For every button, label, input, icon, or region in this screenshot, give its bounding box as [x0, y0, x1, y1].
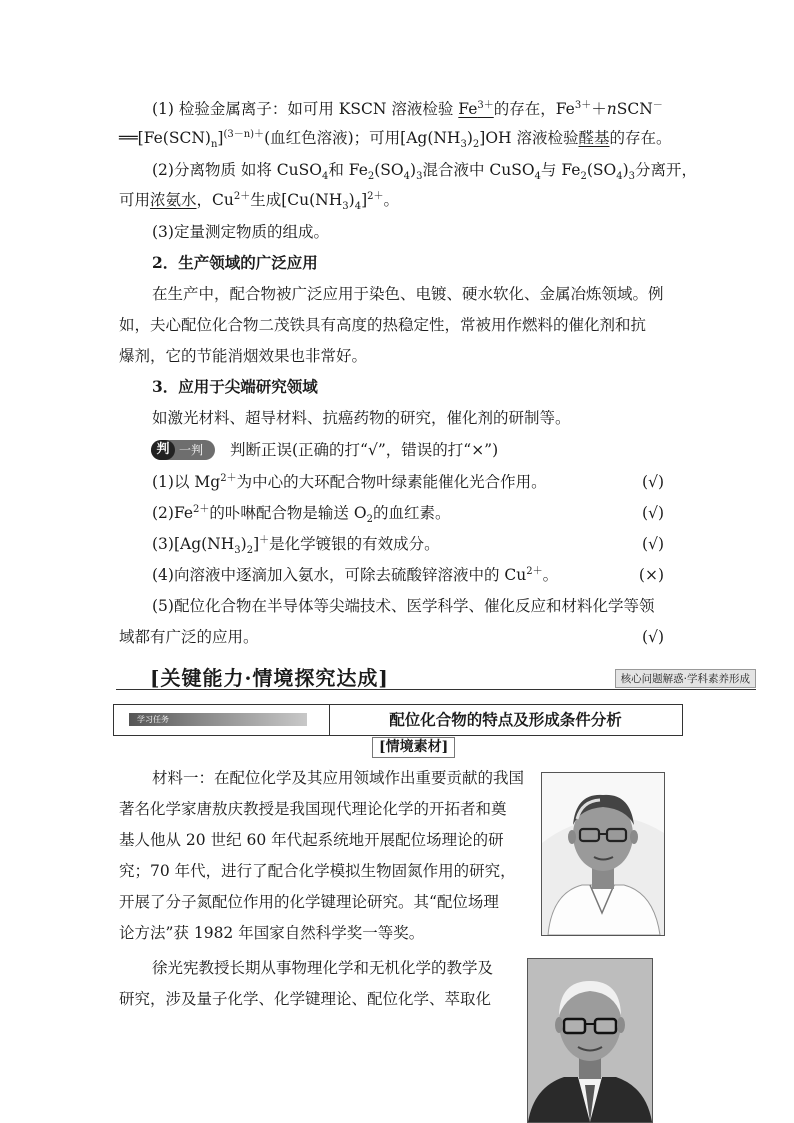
judge-mark-3: (√) — [642, 535, 664, 553]
m1-line6: 论方法”获 1982 年国家自然科学奖一等奖。 — [119, 924, 425, 942]
m1-line1: 材料一：在配位化学及其应用领域作出重要贡献的我国 — [152, 769, 525, 787]
section-rule — [116, 689, 756, 690]
heading-2: 2．生产领域的广泛应用 — [152, 253, 318, 272]
judge-mark-1: (√) — [642, 473, 664, 491]
judge-mark-5: (√) — [642, 628, 664, 646]
portrait-photo-1 — [541, 772, 665, 936]
judge-badge — [151, 440, 215, 460]
judge-item-5-line1: (5)配位化合物在半导体等尖端技术、医学科学、催化反应和材料化学等领 — [152, 597, 655, 615]
judge-item-3: $(3)[Ag(NH_3)_2]^+$是化学镀银的有效成分。 (√) — [152, 534, 664, 557]
judge-item-5-line2: 域都有广泛的应用。 (√) — [119, 628, 664, 646]
p4-line1: 在生产中，配合物被广泛应用于染色、电镀、硬水软化、金属冶炼领域。例 — [152, 285, 664, 303]
m1-line4: 究；70 年代，进行了配合化学模拟生物固氮作用的研究， — [119, 862, 516, 880]
portrait-photo-2 — [527, 958, 653, 1123]
judge-mark-4: (×) — [638, 566, 664, 584]
judge-item-4: (4)向溶液中逐滴加入氨水，可除去硫酸锌溶液中的 $Cu^{2+}$。 (×) — [152, 565, 664, 584]
m2-line1: 徐光宪教授长期从事物理化学和无机化学的教学及 — [152, 959, 494, 977]
p5: 如激光材料、超导材料、抗癌药物的研究，催化剂的研制等。 — [152, 409, 571, 427]
m1-line3: 基人他从 20 世纪 60 年代起系统地开展配位场理论的研 — [119, 831, 504, 849]
task-label-cell — [114, 705, 330, 735]
p2-line1: (2)分离物质 如将 CuSO$_4$和 $Fe_2(SO_4)_3$混合液中 CuSO$_4$与 $Fe_2(SO_4)_3$分离开， — [152, 161, 698, 183]
judge-item-2: $(2)Fe^{2+}$的卟啉配合物是输送 $O_2$的血红素。 (√) — [152, 503, 664, 526]
task-label: 学习任务 — [129, 713, 307, 726]
p4-line3: 爆剂，它的节能消烟效果也非常好。 — [119, 347, 368, 365]
context-label: [情境素材] — [372, 737, 455, 758]
m1-line5: 开展了分子氮配位作用的化学键理论研究。其“配位场理 — [119, 893, 499, 911]
judge-item-1: (1)以 $Mg^{2+}$为中心的大环配合物叶绿素能催化光合作用。 (√) — [152, 472, 664, 491]
p4-line2: 如，夫心配位化合物二茂铁具有高度的热稳定性，常被用作燃料的催化剂和抗 — [119, 316, 647, 334]
p1-line1: (1) 检验金属离子：如可用 KSCN 溶液检验 $Fe^{3+}$的存在，$Fe^{3+}+nSCN^-$ — [152, 99, 663, 118]
judge-instruction: 判断正误(正确的打“√”，错误的打“×”) — [230, 441, 499, 459]
m1-line2: 著名化学家唐敖庆教授是我国现代理论化学的开拓者和奠 — [119, 800, 507, 818]
task-box — [113, 704, 683, 736]
section-title: [关键能力·情境探究达成] — [150, 666, 389, 690]
task-title: 配位化合物的特点及形成条件分析 — [389, 710, 622, 729]
p1-line2: $══[Fe(SCN)_n]^{(3-n)+}$(血红色溶液)；可用$[Ag(NH_3)_2]OH$ 溶液检验醛基的存在。 — [119, 128, 672, 151]
p2-line2: 可用浓氨水，$Cu^{2+}$生成$[Cu(NH_3)_4]^{2+}$。 — [119, 190, 400, 213]
judge-badge-char: 判 — [151, 440, 175, 460]
section-tag: 核心问题解惑·学科素养形成 — [615, 669, 756, 688]
judge-badge-text: 一判 — [179, 443, 204, 457]
m2-line2: 研究，涉及量子化学、化学键理论、配位化学、萃取化 — [119, 990, 492, 1008]
judge-mark-2: (√) — [642, 504, 664, 522]
heading-3: 3．应用于尖端研究领域 — [152, 377, 318, 396]
p3: (3)定量测定物质的组成。 — [152, 223, 329, 241]
